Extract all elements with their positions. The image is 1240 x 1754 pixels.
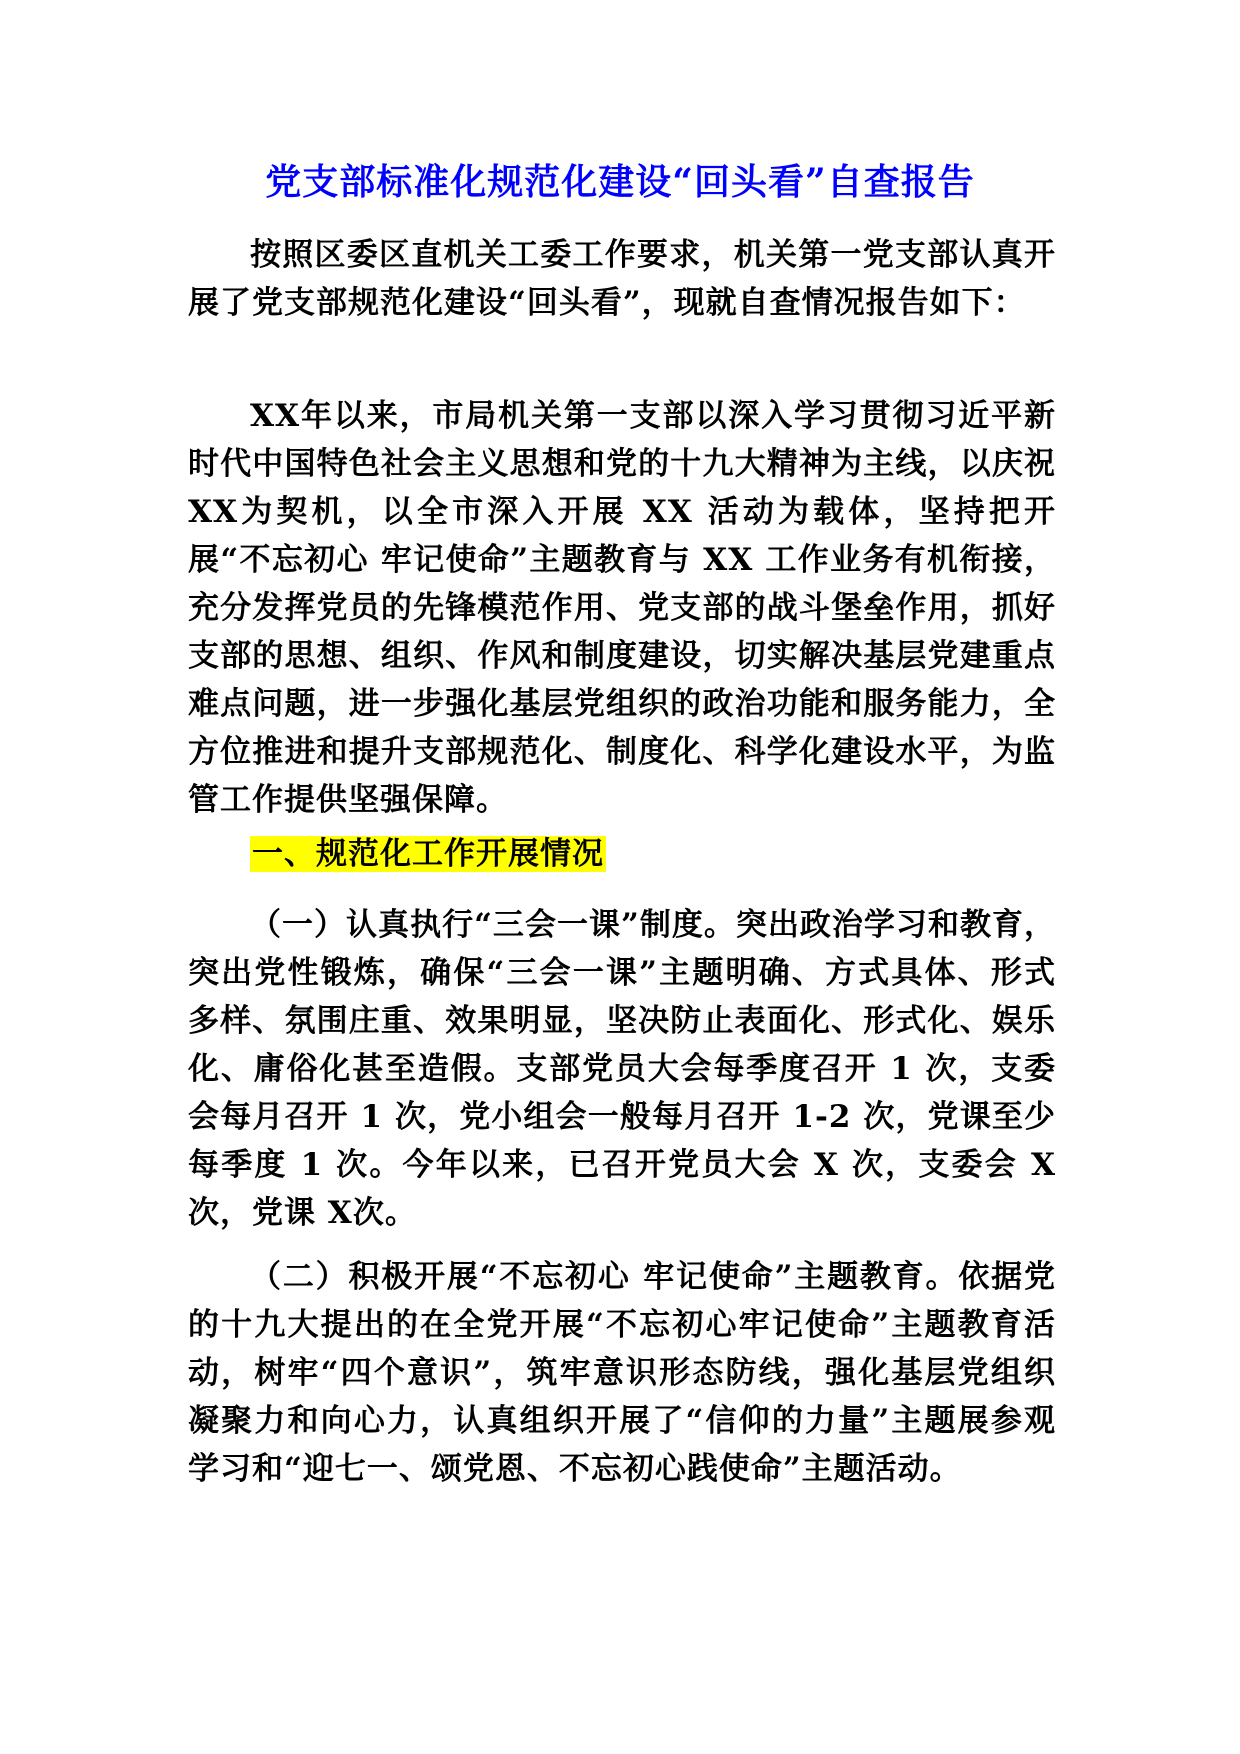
document-title: 党支部标准化规范化建设“回头看”自查报告 <box>265 161 975 203</box>
section-paragraph-2: （二）积极开展“不忘初心 牢记使命”主题教育。依据党的十九大提出的在全党开展“不忘初心牢记使命”主题教育活动，树牢“四个意识”，筑牢意识形态防线，强化基层党组织凝聚力和向心力，认真组织开展了“信仰的力量”主题展参观学习和“迎七一、颂党恩、不忘初心践使命”主题活动。 <box>188 1259 1056 1487</box>
section-paragraph-1: （一）认真执行“三会一课”制度。突出政治学习和教育，突出党性锻炼，确保“三会一课”主题明确、方式具体、形式多样、氛围庄重、效果明显，坚决防止表面化、形式化、娱乐化、庸俗化甚至造假。支部党员大会每季度召开 1 次，支委会每月召开 1 次，党小组会一般每月召开 1-2 次，党课至少每季度 1 次。今年以来，已召开党员大会 X 次，支委会 X 次，党课 X次。 <box>188 907 1056 1231</box>
section-heading <box>250 832 606 876</box>
section-heading-text: 一、规范化工作开展情况 <box>252 836 604 872</box>
overview-paragraph: XX年以来，市局机关第一支部以深入学习贯彻习近平新时代中国特色社会主义思想和党的十九大精神为主线，以庆祝 XX为契机，以全市深入开展 XX 活动为载体，坚持把开展“不忘初心 牢记使命”主题教育与 XX 工作业务有机衔接，充分发挥党员的先锋模范作用、党支部的战斗堡垒作用，抓好支部的思想、组织、作风和制度建设，切实解决基层党建重点难点问题，进一步强化基层党组织的政治功能和服务能力，全方位推进和提升支部规范化、制度化、科学化建设水平，为监管工作提供坚强保障。 <box>188 398 1056 818</box>
intro-paragraph: 按照区委区直机关工委工作要求，机关第一党支部认真开展了党支部规范化建设“回头看”，现就自查情况报告如下： <box>188 237 1056 321</box>
